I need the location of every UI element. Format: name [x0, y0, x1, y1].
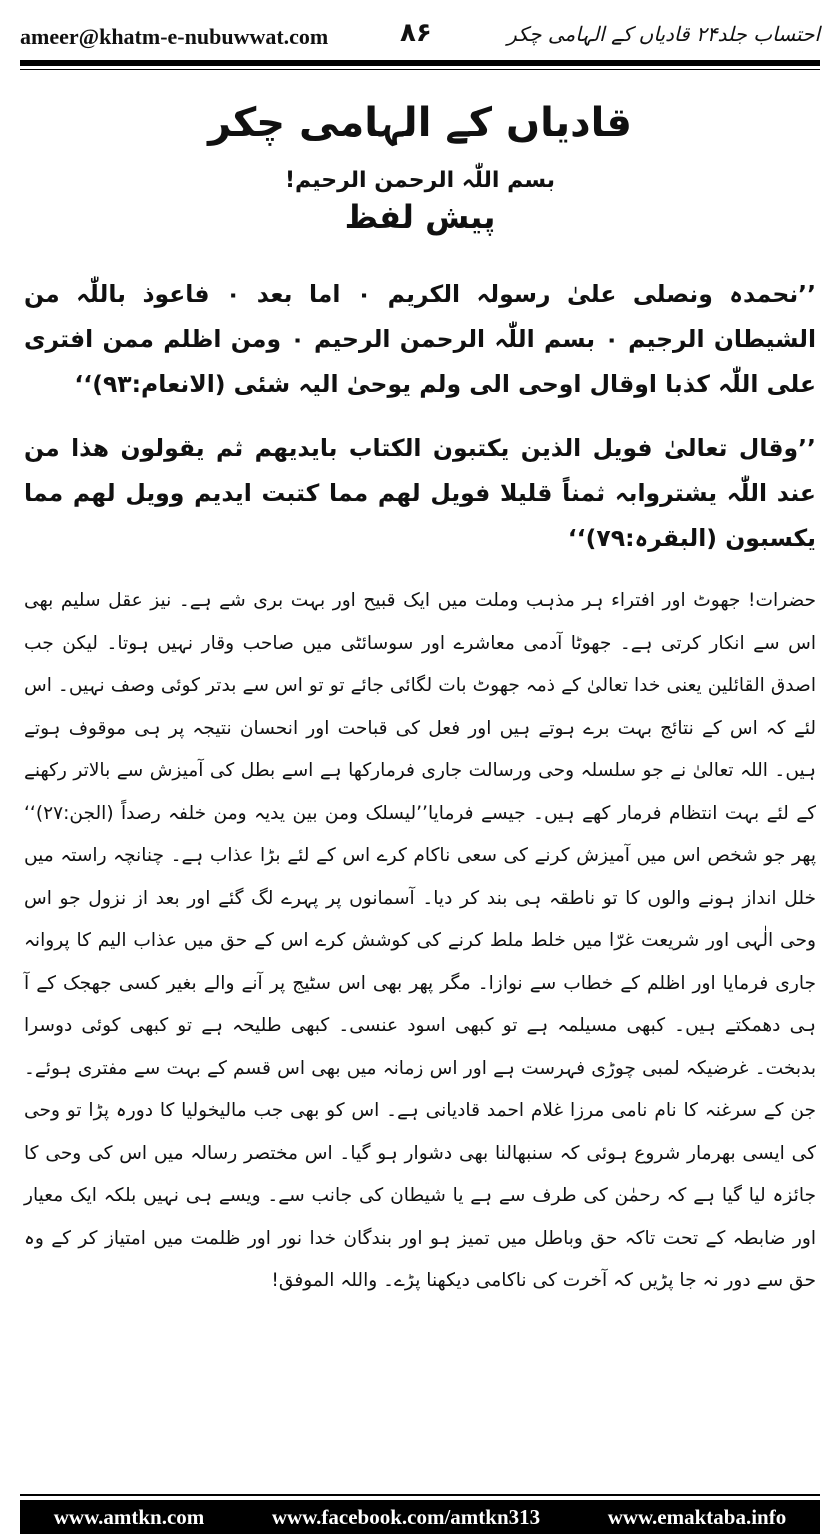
- document-title: قادیاں کے الہامی چکر: [208, 100, 632, 146]
- footer-link-amtkn[interactable]: www.amtkn.com: [53, 1504, 205, 1529]
- page-number: ۸۶: [400, 18, 432, 48]
- header-rule: [20, 60, 820, 70]
- arabic-quote-2: ’’وقال تعالیٰ فویل الذین یکتبون الکتاب بایدیھم ثم یقولون ھذا من عند اللّٰہ یشتروابہ ثمناً قلیلا فویل لھم مما کتبت ایدیم وویل لھم مما یکسبون (البقرہ:۷۹)‘‘: [24, 434, 816, 552]
- page-header: [20, 12, 820, 56]
- footer-bar: [20, 1500, 820, 1534]
- bismillah: بسم اللّٰہ الرحمن الرحیم!: [284, 168, 556, 193]
- preface-heading: پیش لفظ: [344, 198, 496, 236]
- body-paragraph: حضرات! جھوٹ اور افتراء ہر مذہب وملت میں ایک قبیح اور بہت بری شے ہے۔ نیز عقل سلیم بھی اس سے انکار کرتی ہے۔ جھوٹا آدمی معاشرے اور سوسائٹی میں صاحب وقار نہیں ہوتا۔ لیکن جب اصدق القائلین یعنی خدا تعالیٰ کے ذمہ جھوٹ بات لگائی جائے تو تو اس سے بدتر کوئی وصف نہیں۔ اس لئے کہ اس کے نتائج بہت برے ہوتے ہیں اور فعل کی قباحت اور انحسان نتیجہ پر ہی موقوف ہوتے ہیں۔ اللہ تعالیٰ نے جو سلسلہ وحی ورسالت جاری فرمارکھا ہے اسے بطل کی آمیزش سے بالاتر رکھنے کے لئے بہت انتظام فرمار کھے ہیں۔ جیسے فرمایا’’لیسلک ومن بین یدیہ ومن خلفہ رصداً (الجن:۲۷)‘‘ پھر جو شخص اس میں آمیزش کرنے کی سعی ناکام کرے اس کے لئے بڑا عذاب ہے۔ چنانچہ راستہ میں خلل انداز ہونے والوں کا تو ناطقہ ہی بند کر دیا۔ آسمانوں پر پہرے لگ گئے اور بعد از نزول جو اس وحی الٰہی اور شریعت غرّا میں خلط ملط کرنے کی کوشش کرے اس کے حق میں عذاب الیم کا پروانہ جاری فرمایا اور اظلم کے خطاب سے نوازا۔ مگر پھر بھی اس سٹیج پر آنے والے بغیر کسی جھجک کے آ ہی دھمکتے ہیں۔ کبھی مسیلمہ ہے تو کبھی اسود عنسی۔ کبھی طلیحہ ہے تو کبھی کوئی دوسرا بدبخت۔ غرضیکہ لمبی چوڑی فہرست ہے اور اس زمانہ میں بھی اس قسم کے بہت سے مفتری ہوئے۔ جن کے سرغنہ کا نام نامی مرزا غلام احمد قادیانی ہے۔ اس کو بھی جب مالیخولیا کا دورہ پڑا تو وحی کی ایسی بھرمار شروع ہوئی کہ سنبھالنا بھی دشوار ہو گیا۔ اس مختصر رسالہ میں اس کی وحی کا جائزہ لیا گیا ہے کہ رحمٰن کی طرف سے ہے یا شیطان کی جانب سے۔ ویسے ہی نہیں بلکہ ایک معیار اور ضابطہ کے تحت تاکہ حق وباطل میں تمیز ہو اور بندگان خدا نور اور ظلمت میں امتیاز کر کے وہ حق سے دور نہ جا پڑیں کہ آخرت کی ناکامی دیکھنا پڑے۔ واللہ الموفق!: [24, 590, 816, 1291]
- footer-rule: [20, 1494, 820, 1496]
- footer-link-facebook[interactable]: www.facebook.com/amtkn313: [271, 1504, 541, 1529]
- header-email: ameer@khatm-e-nubuwwat.com: [20, 24, 329, 49]
- arabic-quote-1: ’’نحمدہ ونصلی علیٰ رسولہ الکریم ۰ اما بعد ۰ فاعوذ باللّٰہ من الشیطان الرجیم ۰ بسم اللّٰہ الرحمن الرحیم ۰ ومن اظلم ممن افتری علی اللّٰہ کذبا اوقال اوحی الی ولم یوحیٰ الیہ شئی (الانعام:۹۳)‘‘: [24, 280, 816, 398]
- footer-link-emaktaba[interactable]: www.emaktaba.info: [607, 1504, 787, 1529]
- running-title: احتساب جلد۲۴ قادیاں کے الہامی چکر: [507, 22, 820, 46]
